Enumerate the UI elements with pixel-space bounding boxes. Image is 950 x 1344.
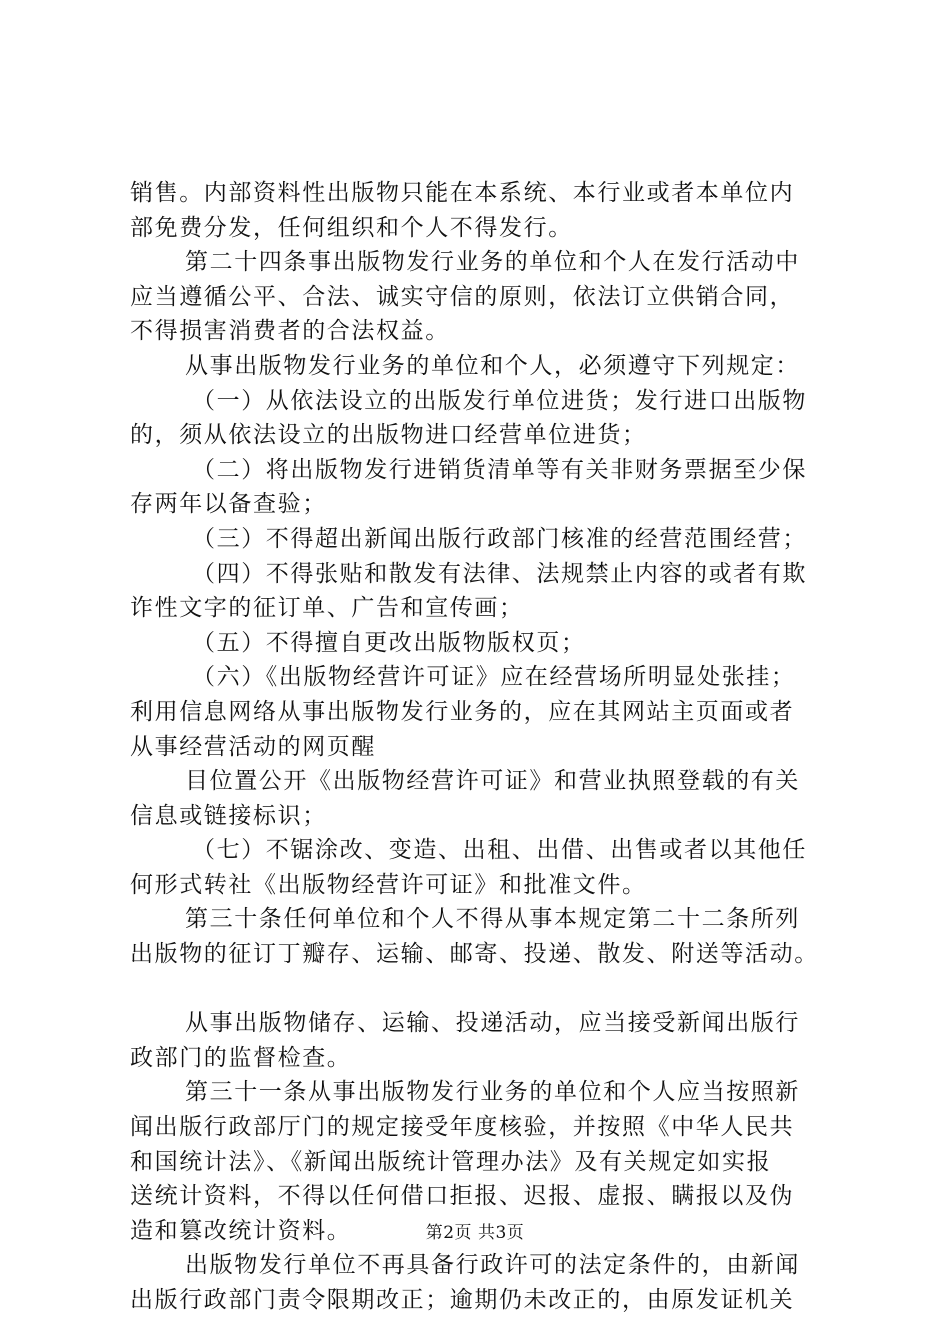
text-line: 和国统计法》、《新闻出版统计管理办法》及有关规定如实报 (130, 1148, 772, 1175)
text-line: 何形式转社《出版物经营许可证》和批准文件。 (130, 871, 647, 898)
text-line: 利用信息网络从事出版物发行业务的，应在其网站主页面或者 (130, 698, 795, 725)
paragraph-start: 第二十四条事出版物发行业务的单位和个人在发行活动中 (185, 249, 800, 276)
text-line: 造和篡改统计资料。 (130, 1217, 352, 1244)
text-line: 出版行政部门责令限期改正；逾期仍未改正的，由原发证机关 (130, 1287, 795, 1313)
text-line: 政部门的监督检查。 (130, 1044, 352, 1071)
text-line: 的，须从依法设立的出版物进口经营单位进货； (130, 422, 647, 449)
text-line: 从事经营活动的网页醒 (130, 733, 376, 760)
list-item-4: （四）不得张贴和散发有法律、法规禁止内容的或者有欺 (192, 560, 807, 587)
paragraph-start: 目位置公开《出版物经营许可证》和营业执照登载的有关 (185, 768, 800, 795)
text-line: 闻出版行政部厅门的规定接受年度核验，并按照《中华人民共 (130, 1114, 795, 1141)
text-line: 不得损害消费者的合法权益。 (130, 318, 450, 345)
list-item-1: （一）从依法设立的出版发行单位进货；发行进口出版物 (192, 387, 807, 414)
text-line: 诈性文字的征订单、广告和宣传画； (130, 595, 524, 622)
list-item-6: （六）《出版物经营许可证》应在经营场所明显处张挂； (192, 664, 796, 691)
paragraph-start: 从事出版物储存、运输、投递活动，应当接受新闻出版行 (185, 1010, 800, 1037)
page-number: 第2页 共3页 (425, 1223, 525, 1243)
document-body (130, 176, 840, 1318)
text-line: 部免费分发，任何组织和个人不得发行。 (130, 214, 573, 241)
text-line: 信息或链接标识； (130, 802, 327, 829)
paragraph-start: 第三十一条从事出版物发行业务的单位和个人应当按照新 (185, 1079, 800, 1106)
list-item-7: （七）不锯涂改、变造、出租、出借、出售或者以其他任 (192, 837, 807, 864)
text-line: 出版物的征订丁瓣存、运输、邮寄、投递、散发、附送等活动。 (130, 941, 819, 968)
list-item-3: （三）不得超出新闻出版行政部门核准的经营范围经营； (192, 525, 807, 552)
text-line: 存两年以备查验； (130, 491, 327, 518)
text-line: 应当遵循公平、合法、诚实守信的原则，依法订立供销合同， (130, 283, 795, 310)
text-line: 销售。内部资料性出版物只能在本系统、本行业或者本单位内 (130, 180, 795, 206)
list-item-2: （二）将出版物发行进销货清单等有关非财务票据至少保 (192, 456, 807, 483)
paragraph-start: 从事出版物发行业务的单位和个人，必须遵守下列规定： (185, 352, 800, 379)
list-item-5: （五）不得擅自更改出版物版权页； (192, 629, 586, 656)
paragraph-start: 第三十条任何单位和个人不得从事本规定第二十二条所列 (185, 906, 800, 933)
blank-line (130, 972, 840, 1007)
paragraph-start: 出版物发行单位不再具备行政许可的法定条件的，由新闻 (185, 1252, 800, 1279)
text-line: 送统计资料，不得以任何借口拒报、迟报、虚报、瞒报以及伪 (130, 1183, 795, 1210)
